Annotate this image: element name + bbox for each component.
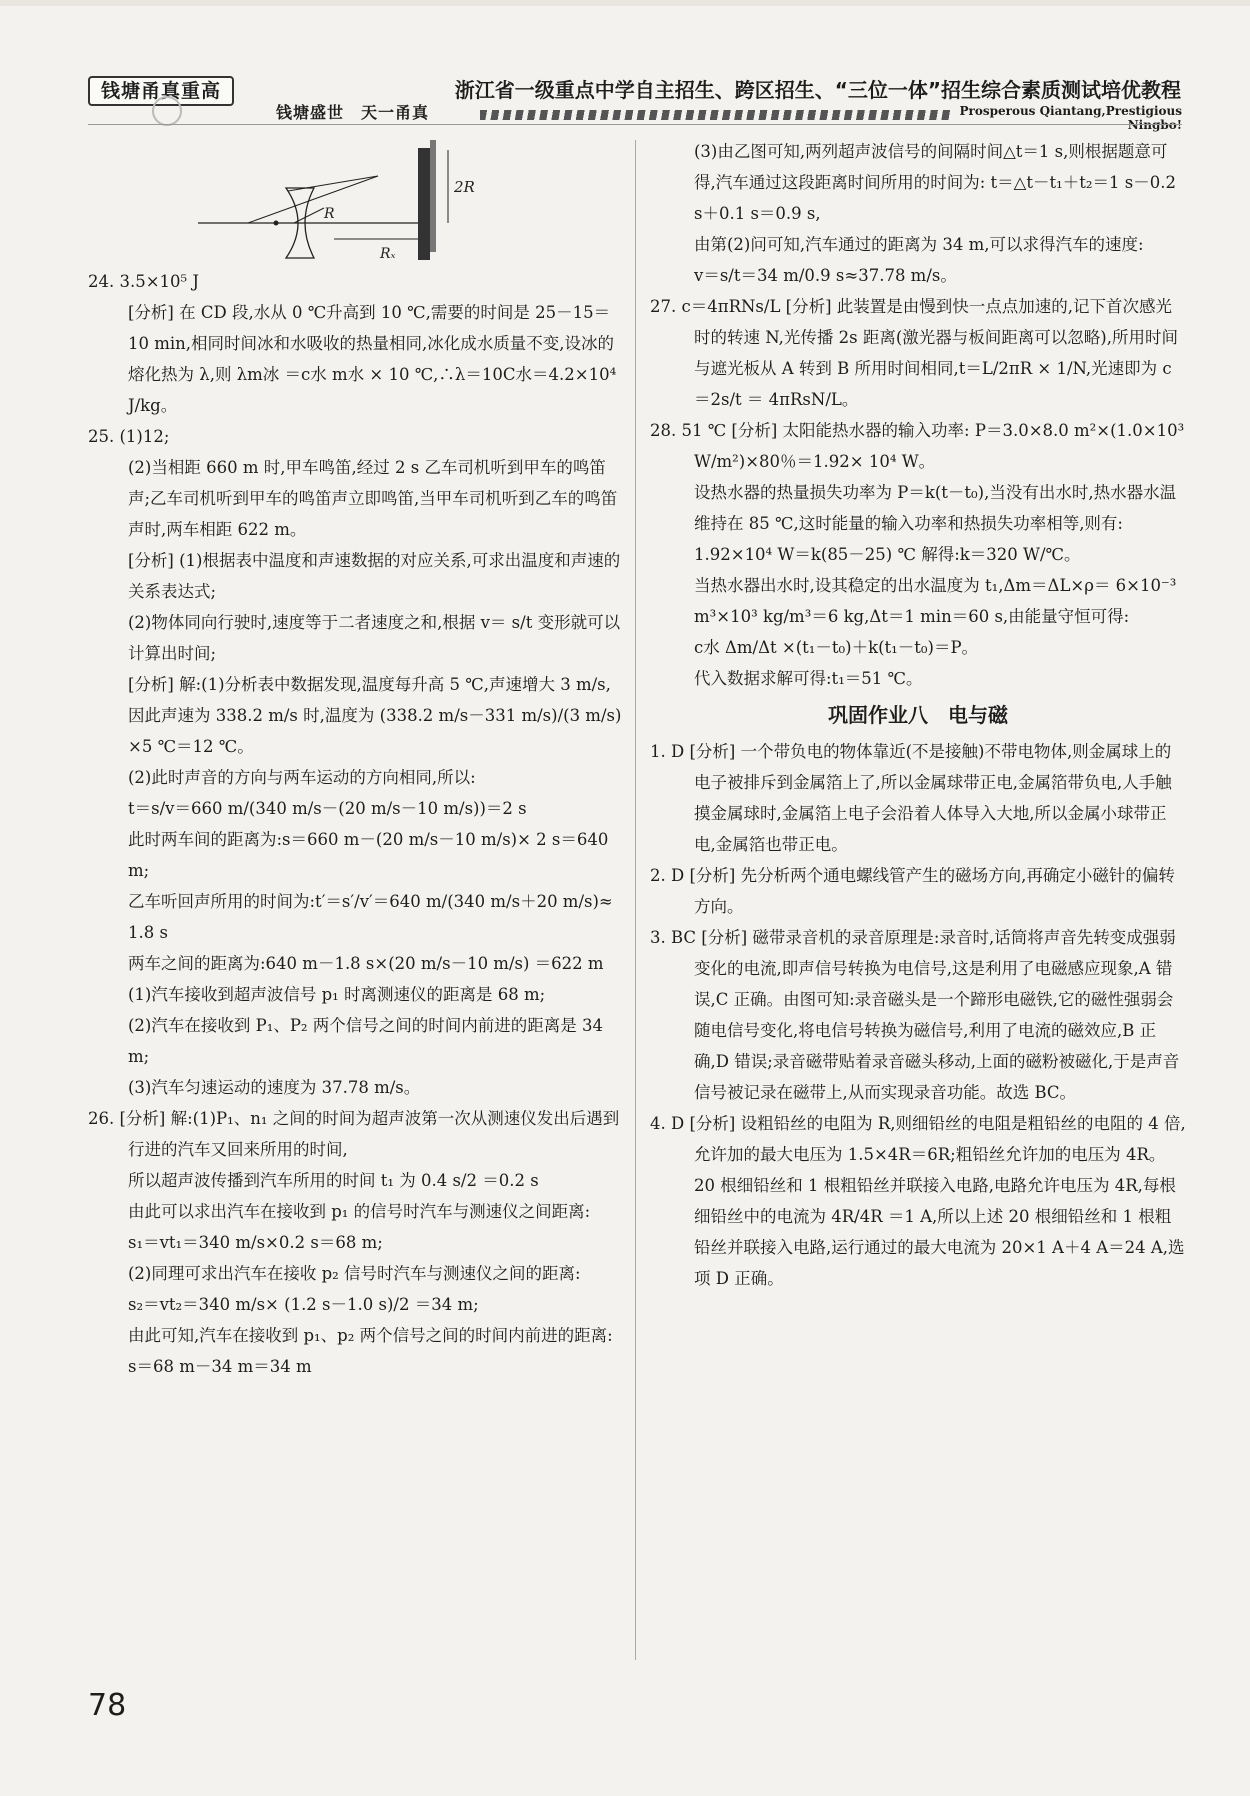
paragraph: 25. (1)12; — [88, 427, 170, 446]
lens-diagram — [88, 136, 623, 266]
header-dash-decoration — [480, 110, 950, 120]
column-divider — [635, 140, 636, 1660]
paragraph: 当热水器出水时,设其稳定的出水温度为 t₁,Δm＝ΔL×ρ＝ 6×10⁻³ m³×10³ kg/m³＝6 kg,Δt＝1 min＝60 s,由能量守恒可得: — [694, 576, 1177, 626]
paragraph: 24. 3.5×10⁵ J — [88, 272, 200, 291]
label-r: R — [324, 206, 335, 222]
section-title: 巩固作业八 电与磁 — [828, 703, 1008, 727]
paragraph: s₂＝vt₂＝340 m/s× (1.2 s－1.0 s)/2 ＝34 m; — [128, 1295, 479, 1314]
header-rule — [88, 124, 1182, 125]
book-title: 浙江省一级重点中学自主招生、跨区招生、“三位一体”招生综合素质测试培优教程 — [454, 78, 1181, 102]
paragraph: 1. D [分析] 一个带负电的物体靠近(不是接触)不带电物体,则金属球上的电子被排斥到金属箔上了,所以金属球带正电,金属箔带负电,人手触摸金属球时,金属箔上电子会沿着人体导入大地,所以金属小球带正电,金属箔也带正电。 — [650, 742, 1172, 854]
right-column — [650, 136, 1186, 1294]
paragraph: 两车之间的距离为:640 m－1.8 s×(20 m/s－10 m/s) ＝622 m — [128, 954, 604, 973]
left-column — [88, 136, 623, 1382]
paragraph: 1.92×10⁴ W＝k(85－25) ℃ 解得:k＝320 W/℃。 — [694, 545, 1081, 564]
right-body — [650, 136, 1186, 1294]
logo-ring-icon — [152, 96, 182, 126]
paragraph: (1)汽车接收到超声波信号 p₁ 时离测速仪的距离是 68 m; — [128, 985, 546, 1004]
paragraph: 28. 51 ℃ [分析] 太阳能热水器的输入功率: P＝3.0×8.0 m²×(1.0×10³ W/m²)×80％＝1.92× 10⁴ W。 — [650, 421, 1185, 471]
paragraph: 由第(2)问可知,汽车通过的距离为 34 m,可以求得汽车的速度: — [694, 235, 1144, 254]
brand-logo: 钱塘甬真重高 — [88, 76, 234, 106]
label-2r: 2R — [454, 178, 475, 196]
paragraph: 2. D [分析] 先分析两个通电螺线管产生的磁场方向,再确定小磁针的偏转方向。 — [650, 866, 1175, 916]
paragraph: 3. BC [分析] 磁带录音机的录音原理是:录音时,话筒将声音先转变成强弱变化的电流,即声信号转换为电信号,这是利用了电磁感应现象,A 错误,C 正确。由图可知:录音磁头是一个蹄形电磁铁,它的磁性强弱会随电信号变化,将电信号转换为磁信号,利用了电流的磁效应,B 正确,D 错误;录音磁带贴着录音磁头移动,上面的磁粉被磁化,于是声音信号被记录在磁带上,从而实现录音功能。故选 BC。 — [650, 928, 1180, 1102]
english-slogan: Prosperous Qiantang,Prestigious Ningbo! — [959, 104, 1182, 132]
paragraph: t＝s/v＝660 m/(340 m/s－(20 m/s－10 m/s))＝2 s — [128, 799, 527, 818]
paragraph: 所以超声波传播到汽车所用的时间 t₁ 为 0.4 s/2 ＝0.2 s — [128, 1171, 539, 1190]
paragraph: v＝s/t＝34 m/0.9 s≈37.78 m/s。 — [694, 266, 957, 285]
paragraph: (2)同理可求出汽车在接收 p₂ 信号时汽车与测速仪之间的距离: — [128, 1264, 581, 1283]
paragraph: 27. c＝4πRNs/L [分析] 此装置是由慢到快一点点加速的,记下首次感光时的转速 N,光传播 2s 距离(激光器与板间距离可以忽略),所用时间与遮光板从 A 转到 B 所用时间相同,t＝L/2πR × 1/N,光速即为 c＝2s/t ＝ 4πRsN/L。 — [650, 297, 1178, 409]
left-body — [88, 266, 623, 1382]
paragraph: 4. D [分析] 设粗铅丝的电阻为 R,则细铅丝的电阻是粗铅丝的电阻的 4 倍,允许加的最大电压为 1.5×4R＝6R;粗铅丝允许加的电压为 4R。20 根细铅丝和 1 根粗铅丝并联接入电路,电路允许电压为 4R,每根细铅丝中的电流为 4R/4R ＝1 A,所以上述 20 根细铅丝和 1 根粗铅丝并联接入电路,运行通过的最大电流为 20×1 A＋4 A＝24 A,选项 D 正确。 — [650, 1114, 1186, 1288]
paragraph: s＝68 m－34 m＝34 m — [128, 1357, 312, 1376]
paragraph: 乙车听回声所用的时间为:t′＝s′/v′＝640 m/(340 m/s＋20 m/s)≈ 1.8 s — [128, 892, 613, 942]
paragraph: (2)物体同向行驶时,速度等于二者速度之和,根据 v＝ s/t 变形就可以计算出时间; — [128, 613, 621, 663]
top-edge — [0, 0, 1250, 6]
paragraph: 代入数据求解可得:t₁＝51 ℃。 — [694, 669, 923, 688]
paragraph: 设热水器的热量损失功率为 P＝k(t－t₀),当没有出水时,热水器水温维持在 85 ℃,这时能量的输入功率和热损失功率相等,则有: — [694, 483, 1177, 533]
paragraph: (3)由乙图可知,两列超声波信号的间隔时间△t＝1 s,则根据题意可得,汽车通过这段距离时间所用的时间为: t＝△t－t₁＋t₂＝1 s－0.2 s＋0.1 s＝0.9 s, — [694, 142, 1176, 223]
paragraph: 此时两车间的距离为:s＝660 m－(20 m/s－10 m/s)× 2 s＝640 m; — [128, 830, 609, 880]
paragraph: 由此可以求出汽车在接收到 p₁ 的信号时汽车与测速仪之间距离: — [128, 1202, 591, 1221]
brand-slogan: 钱塘盛世 天一甬真 — [276, 103, 430, 122]
paragraph: [分析] (1)根据表中温度和声速数据的对应关系,可求出温度和声速的关系表达式; — [128, 551, 621, 601]
paragraph: (2)汽车在接收到 P₁、P₂ 两个信号之间的时间内前进的距离是 34 m; — [128, 1016, 604, 1066]
paragraph: (2)当相距 660 m 时,甲车鸣笛,经过 2 s 乙车司机听到甲车的鸣笛声;乙车司机听到甲车的鸣笛声立即鸣笛,当甲车司机听到乙车的鸣笛声时,两车相距 622 m。 — [128, 458, 618, 539]
paragraph: [分析] 在 CD 段,水从 0 ℃升高到 10 ℃,需要的时间是 25－15＝10 min,相同时间冰和水吸收的热量相同,冰化成水质量不变,设冰的熔化热为 λ,则 λm冰 ＝c水 m水 × 10 ℃,∴λ＝10C水＝4.2×10⁴ J/kg。 — [128, 303, 617, 415]
paragraph: [分析] 解:(1)分析表中数据发现,温度每升高 5 ℃,声速增大 3 m/s,因此声速为 338.2 m/s 时,温度为 (338.2 m/s－331 m/s)/(3 m/s) ×5 ℃＝12 ℃。 — [128, 675, 622, 756]
paragraph: 由此可知,汽车在接收到 p₁、p₂ 两个信号之间的时间内前进的距离: — [128, 1326, 613, 1345]
paragraph: (2)此时声音的方向与两车运动的方向相同,所以: — [128, 768, 476, 787]
page-number: 78 — [88, 1688, 127, 1723]
paragraph: 26. [分析] 解:(1)P₁、n₁ 之间的时间为超声波第一次从测速仪发出后遇到行进的汽车又回来所用的时间, — [88, 1109, 620, 1159]
paragraph: (3)汽车匀速运动的速度为 37.78 m/s。 — [128, 1078, 421, 1097]
label-rx: Rₓ — [380, 246, 396, 262]
paragraph: c水 Δm/Δt ×(t₁－t₀)＋k(t₁－t₀)＝P。 — [694, 638, 979, 657]
paragraph: s₁＝vt₁＝340 m/s×0.2 s＝68 m; — [128, 1233, 383, 1252]
